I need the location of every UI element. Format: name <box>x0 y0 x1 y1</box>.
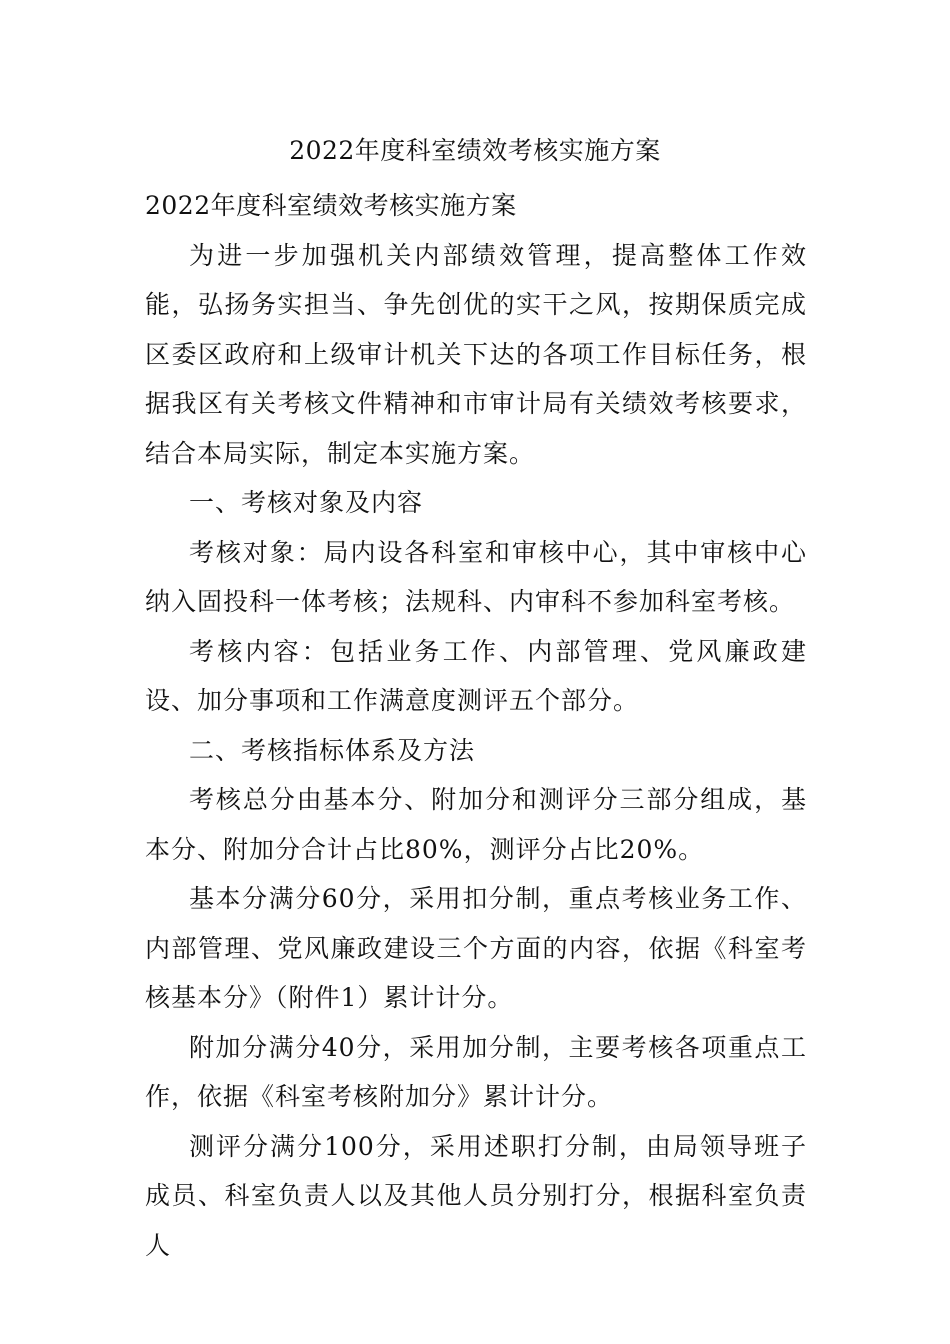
document-body <box>145 181 807 1270</box>
total-score-paragraph: 考核总分由基本分、附加分和测评分三部分组成，基本分、附加分合计占比80%，测评分占比20%。 <box>145 785 807 864</box>
document-subtitle: 2022年度科室绩效考核实施方案 <box>145 191 517 220</box>
basic-score-paragraph: 基本分满分60分，采用扣分制，重点考核业务工作、内部管理、党风廉政建设三个方面的内容，依据《科室考核基本分》（附件1）累计计分。 <box>145 884 807 1012</box>
evaluation-score-paragraph: 测评分满分100分，采用述职打分制，由局领导班子成员、科室负责人以及其他人员分别打分，根据科室负责人 <box>145 1131 807 1260</box>
document-title: 2022年度科室绩效考核实施方案 <box>289 136 661 165</box>
section-heading-1: 一、考核对象及内容 <box>189 488 424 517</box>
additional-score-paragraph: 附加分满分40分，采用加分制，主要考核各项重点工作，依据《科室考核附加分》累计计分。 <box>145 1032 807 1111</box>
assessment-content-paragraph: 考核内容：包括业务工作、内部管理、党风廉政建设、加分事项和工作满意度测评五个部分。 <box>145 636 807 715</box>
assessment-targets-paragraph: 考核对象：局内设各科室和审核中心，其中审核中心纳入固投科一体考核；法规科、内审科不参加科室考核。 <box>145 537 807 616</box>
section-heading-2: 二、考核指标体系及方法 <box>189 735 476 765</box>
intro-paragraph: 为进一步加强机关内部绩效管理，提高整体工作效能，弘扬务实担当、争先创优的实干之风，按期保质完成区委区政府和上级审计机关下达的各项工作目标任务，根据我区有关考核文件精神和市审计局有关绩效考核要求，结合本局实际，制定本实施方案。 <box>145 240 807 468</box>
